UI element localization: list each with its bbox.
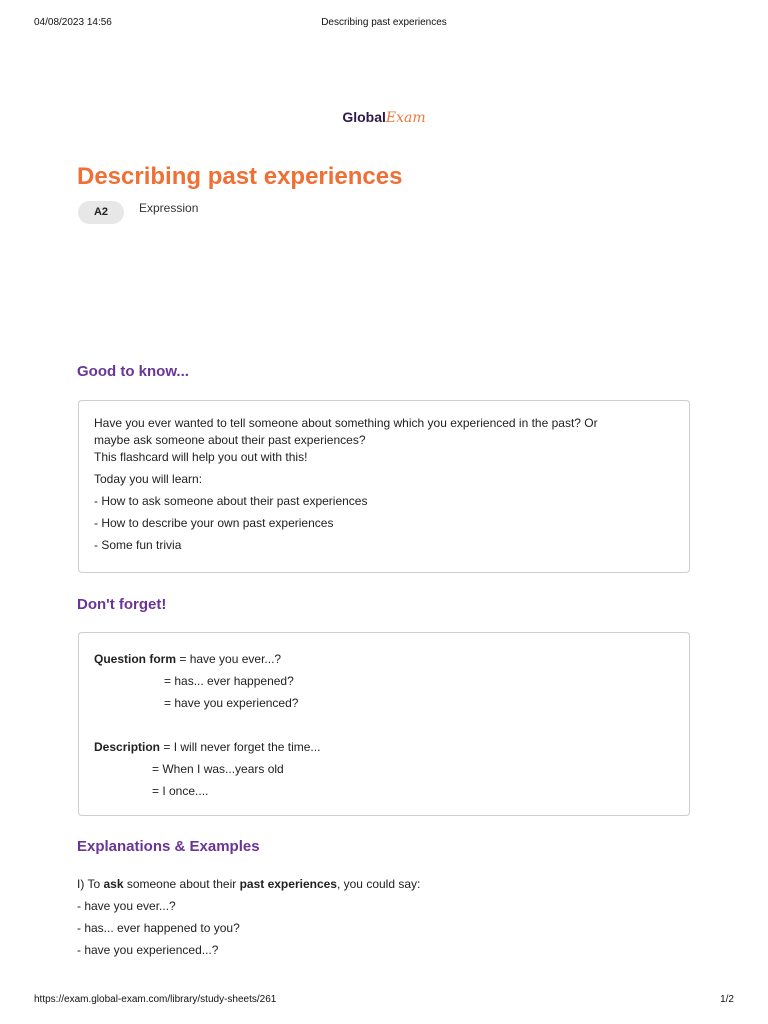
dont-forget-heading: Don't forget! [77, 596, 167, 613]
intro-bold-ask: ask [103, 877, 124, 891]
level-badge: A2 [78, 201, 124, 224]
category-label: Expression [139, 201, 199, 215]
good-to-know-card [78, 400, 690, 573]
print-page-title: Describing past experiences [321, 17, 447, 28]
page-title: Describing past experiences [77, 163, 403, 190]
example-item: - have you experienced...? [77, 943, 219, 957]
description-value: = I once.... [152, 784, 209, 798]
print-url[interactable]: https://exam.global-exam.com/library/study-sheets/261 [34, 994, 277, 1005]
learn-item: - Some fun trivia [94, 538, 182, 552]
question-form-value: = have you experienced? [164, 696, 299, 710]
learn-label: Today you will learn: [94, 472, 203, 486]
example-item: - has... ever happened to you? [77, 921, 240, 935]
good-to-know-heading: Good to know... [77, 363, 189, 380]
logo-text-exam: Exam [385, 110, 426, 126]
intro-suffix: , you could say: [336, 877, 421, 891]
intro-prefix: I) To [77, 877, 104, 891]
intro-mid: someone about their [123, 877, 240, 891]
learn-item: - How to describe your own past experiences [94, 516, 334, 530]
spacer [94, 714, 674, 736]
explanations-heading: Explanations & Examples [77, 838, 260, 855]
explanations-body [77, 873, 420, 961]
description-label: Description [94, 740, 161, 754]
dont-forget-card [78, 632, 690, 816]
intro-bold-past: past experiences [239, 877, 337, 891]
question-form-value: = has... ever happened? [164, 674, 294, 688]
intro-text-line: maybe ask someone about their past experiences? [94, 433, 366, 447]
intro-text-line: Have you ever wanted to tell someone about something which you experienced in the past? Or [94, 416, 598, 430]
learn-item: - How to ask someone about their past experiences [94, 494, 368, 508]
print-page-number: 1/2 [720, 994, 734, 1005]
question-form-value: = have you ever...? [179, 652, 282, 666]
description-value: = When I was...years old [152, 762, 284, 776]
question-form-row [94, 648, 674, 670]
global-exam-logo[interactable] [0, 109, 768, 126]
explanation-intro [77, 873, 420, 895]
description-row [94, 736, 674, 758]
question-form-label: Question form [94, 652, 177, 666]
description-value: = I will never forget the time... [163, 740, 321, 754]
intro-text-line: This flashcard will help you out with this! [94, 450, 308, 464]
print-datetime: 04/08/2023 14:56 [34, 17, 112, 28]
example-item: - have you ever...? [77, 899, 176, 913]
logo-text-global: Global [342, 109, 386, 125]
